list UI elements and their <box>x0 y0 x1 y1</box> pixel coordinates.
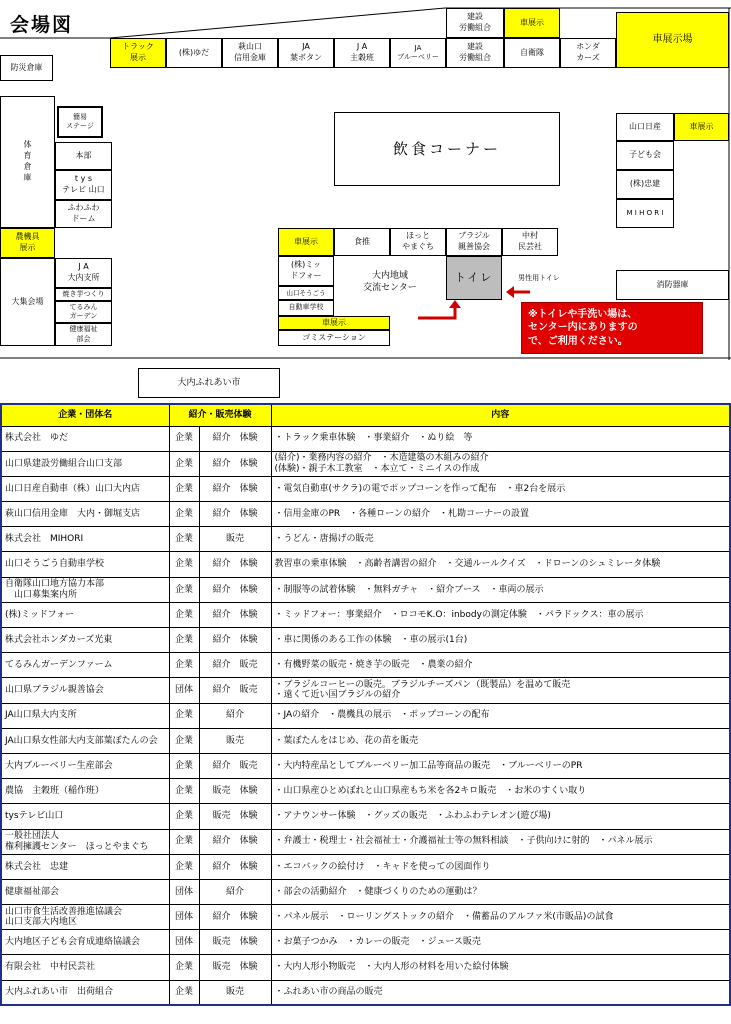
exhibitor-type: 企業 <box>169 980 199 1005</box>
exhibitor-type: 企業 <box>169 955 199 980</box>
ouchi-center: 大内地域 交流センター <box>334 262 446 302</box>
exhibitor-activity: 紹介 販売 <box>199 653 271 678</box>
exhibitor-activity: 紹介 体験 <box>199 829 271 854</box>
table-row <box>1 502 730 527</box>
exhibitor-activity: 紹介 販売 <box>199 678 271 703</box>
exhibitor-type: 団体 <box>169 678 199 703</box>
yamaguchi-nissan: 山口日産 <box>616 113 674 141</box>
exhibitor-type: 企業 <box>169 577 199 602</box>
table-row <box>1 653 730 678</box>
brazil: ブラジル 親善協会 <box>446 228 502 256</box>
chuuken: (株)忠建 <box>616 170 674 199</box>
terumin: てるみん ガーデン <box>55 301 112 323</box>
exhibitor-name: JA山口県女性部大内支部葉ぼたんの会 <box>1 728 169 753</box>
exhibitor-name: tysテレビ山口 <box>1 804 169 829</box>
exhibitor-content: ・弁護士・税理士・社会福祉士・介護福祉士等の無料相談 ・子供向けに射的 ・パネル展示 <box>271 829 730 854</box>
exhibitor-content: 教習車の乗車体験 ・高齢者講習の紹介 ・交通ルールクイズ ・ドローンのシュミレータ体験 <box>271 552 730 577</box>
daishukai: 大集会場 <box>0 258 55 346</box>
shokusui: 食推 <box>334 228 390 256</box>
exhibitor-type: 企業 <box>169 502 199 527</box>
exhibitor-name: 山口日産自動車（株）山口大内店 <box>1 476 169 501</box>
honda: ホンダ カーズ <box>560 38 616 68</box>
exhibitor-type: 企業 <box>169 602 199 627</box>
exhibitor-content: ・アナウンサー体験 ・グッズの販売 ・ふわふわテレオン(遊び場) <box>271 804 730 829</box>
mihori: M I H O R I <box>616 199 674 228</box>
exhibitor-activity: 販売 <box>199 527 271 552</box>
exhibitor-type: 企業 <box>169 804 199 829</box>
table-row <box>1 552 730 577</box>
ja-ouchi: J A 大内支所 <box>55 258 112 288</box>
exhibitor-name: 山口県建設労働組合山口支部 <box>1 451 169 476</box>
exhibitor-name: 山口そうごう自動車学校 <box>1 552 169 577</box>
exhibitor-content: ・制服等の試着体験 ・無料ガチャ ・紹介ブース ・車両の展示 <box>271 577 730 602</box>
exhibitor-type: 企業 <box>169 476 199 501</box>
male-toilet: 男性用トイレ <box>518 274 560 283</box>
honbu: 本部 <box>55 142 112 170</box>
kensetsu-2: 建設 労働組合 <box>446 38 504 68</box>
exhibitor-activity: 紹介 体験 <box>199 628 271 653</box>
exhibitor-content: ・ブラジルコーヒーの販売。ブラジルチーズパン（既製品）を温めて販売 ・遠くて近い国ブラジルの紹介 <box>271 678 730 703</box>
nakamura: 中村 民芸社 <box>502 228 558 256</box>
exhibitor-content: ・葉ぼたんをはじめ、花の苗を販売 <box>271 728 730 753</box>
exhibitor-content: ・車に関係のある工作の体験 ・車の展示(1台) <box>271 628 730 653</box>
exhibitor-type: 団体 <box>169 879 199 904</box>
table-row <box>1 577 730 602</box>
exhibitor-type: 企業 <box>169 728 199 753</box>
exhibitor-name: 健康福祉部会 <box>1 879 169 904</box>
kan-i-stage: 簡易 ステージ <box>57 106 103 138</box>
noukigu-tenji: 農機具 展示 <box>0 228 55 258</box>
exhibitor-type: 企業 <box>169 653 199 678</box>
exhibitor-name: JA山口県大内支所 <box>1 703 169 728</box>
exhibitor-name: 株式会社 MIHORI <box>1 527 169 552</box>
exhibitor-content: ・信用金庫のPR ・各種ローンの紹介 ・札勘コーナーの設置 <box>271 502 730 527</box>
exhibitor-content: ・JAの紹介 ・農機具の展示 ・ポップコーンの配布 <box>271 703 730 728</box>
table-header-row <box>1 404 730 426</box>
exhibitor-content: ・山口県産ひとめぼれと山口県産もち米を各2キロ販売 ・お米のすくい取り <box>271 779 730 804</box>
yakiimo: 焼き芋つくり <box>55 288 112 301</box>
table-row <box>1 779 730 804</box>
exhibitor-activity: 紹介 <box>199 703 271 728</box>
taiiku-souko: 体 育 倉 庫 <box>0 96 55 228</box>
table-row <box>1 426 730 451</box>
exhibitor-content: ・パネル展示 ・ローリングストックの紹介 ・備蓄品のアルファ米(市販品)の試食 <box>271 905 730 930</box>
exhibitor-name: 山口市食生活改善推進協議会 山口支部大内地区 <box>1 905 169 930</box>
exhibitor-content: ・ふれあい市の商品の販売 <box>271 980 730 1005</box>
shouboukiguko: 消防器庫 <box>616 270 729 300</box>
exhibitor-content: ・電気自動車(サクラ)の電でポップコーンを作って配布 ・車2台を展示 <box>271 476 730 501</box>
exhibitor-activity: 紹介 販売 <box>199 753 271 778</box>
kensetsu-top: 建設 労働組合 <box>446 8 504 38</box>
toilet-notice: ※トイレや手洗い場は、 センター内にありますの で、ご利用ください。 <box>521 302 703 354</box>
table-row <box>1 829 730 854</box>
exhibitor-activity: 紹介 <box>199 879 271 904</box>
table-row <box>1 955 730 980</box>
hotto-yamaguchi: ほっと やまぐち <box>390 228 446 256</box>
exhibitor-name: 萩山口信用金庫 大内・御堀支店 <box>1 502 169 527</box>
exhibitor-type: 企業 <box>169 703 199 728</box>
exhibitor-activity: 販売 <box>199 980 271 1005</box>
exhibitor-activity: 紹介 体験 <box>199 426 271 451</box>
exhibitor-content: ・うどん・唐揚げの販売 <box>271 527 730 552</box>
exhibitor-type: 企業 <box>169 451 199 476</box>
table-row <box>1 905 730 930</box>
fureai-ichi: 大内ふれあい市 <box>138 368 280 398</box>
gomi-station: ゴミステーション <box>278 330 390 346</box>
kuruma-mid: 車展示 <box>278 228 334 256</box>
exhibitor-name: 株式会社ホンダカーズ光東 <box>1 628 169 653</box>
exhibitor-content: ・有機野菜の販売・焼き芋の販売 ・農業の紹介 <box>271 653 730 678</box>
header-content: 内容 <box>271 404 730 426</box>
table-row <box>1 980 730 1005</box>
exhibitor-type: 企業 <box>169 552 199 577</box>
exhibitor-activity: 紹介 体験 <box>199 451 271 476</box>
exhibitor-activity: 販売 体験 <box>199 930 271 955</box>
hagiyama: 萩山口 信用金庫 <box>222 38 278 68</box>
exhibitor-type: 企業 <box>169 854 199 879</box>
exhibitor-activity: 紹介 体験 <box>199 577 271 602</box>
exhibitor-content: ・エコバックの絵付け ・キャドを使っての図面作り <box>271 854 730 879</box>
exhibitor-name: てるみんガーデンファーム <box>1 653 169 678</box>
exhibitor-activity: 販売 体験 <box>199 779 271 804</box>
exhibitor-content: (紹介)・業務内容の紹介 ・木造建築の木組みの紹介 (体験)・親子木工教室 ・本立て・ミニイスの作成 <box>271 451 730 476</box>
exhibitor-name: 自衛隊山口地方協力本部 山口募集案内所 <box>1 577 169 602</box>
kodomo-kai: 子ども会 <box>616 141 674 170</box>
ja-blueberry: JA ブルーベリー <box>390 38 446 68</box>
fuwafuwa-dome: ふわふわ ドーム <box>55 200 112 228</box>
table-row <box>1 527 730 552</box>
exhibitor-name: 大内ブルーベリー生産部会 <box>1 753 169 778</box>
exhibitor-activity: 販売 体験 <box>199 804 271 829</box>
exhibitor-content: ・大内人形小物販売 ・大内人形の材料を用いた絵付体験 <box>271 955 730 980</box>
exhibitor-table <box>0 403 731 1006</box>
exhibitor-activity: 販売 体験 <box>199 955 271 980</box>
table-row <box>1 854 730 879</box>
exhibitor-activity: 紹介 体験 <box>199 502 271 527</box>
header-name: 企業・団体名 <box>1 404 169 426</box>
header-activity: 紹介・販売体験 <box>169 404 271 426</box>
table-row <box>1 804 730 829</box>
exhibitor-type: 団体 <box>169 930 199 955</box>
kuruma-right-top: 車展示場 <box>616 12 729 68</box>
ja-botan: JA 葉ボタン <box>278 38 334 68</box>
table-row <box>1 476 730 501</box>
toilet: トイレ <box>446 256 502 300</box>
exhibitor-activity: 紹介 体験 <box>199 905 271 930</box>
exhibitor-activity: 紹介 体験 <box>199 552 271 577</box>
exhibitor-type: 企業 <box>169 753 199 778</box>
exhibitor-name: 一般社団法人 権利擁護センター ほっとやまぐち <box>1 829 169 854</box>
midfore: (株)ミッ ドフォー <box>278 256 334 286</box>
kuruma-bottom: 車展示 <box>278 316 390 330</box>
exhibitor-type: 企業 <box>169 779 199 804</box>
jidousha-gakkou: 自動車学校 <box>278 300 334 316</box>
exhibitor-content: ・部会の活動紹介 ・健康づくりのための運動は？ <box>271 879 730 904</box>
exhibitor-name: (株)ミッドフォー <box>1 602 169 627</box>
jieitai: 自衛隊 <box>504 38 560 68</box>
exhibitor-activity: 販売 <box>199 728 271 753</box>
exhibitor-activity: 紹介 体験 <box>199 854 271 879</box>
exhibitor-name: 大内地区子ども会育成連絡協議会 <box>1 930 169 955</box>
table-row <box>1 930 730 955</box>
exhibitor-type: 企業 <box>169 426 199 451</box>
table-row <box>1 753 730 778</box>
table-row <box>1 628 730 653</box>
exhibitor-content: ・お菓子つかみ ・カレーの販売 ・ジュース販売 <box>271 930 730 955</box>
bosai-souko: 防災倉庫 <box>0 55 53 81</box>
exhibitor-activity: 紹介 体験 <box>199 602 271 627</box>
exhibitor-name: 大内ふれあい市 出荷組合 <box>1 980 169 1005</box>
table-row <box>1 728 730 753</box>
exhibitor-type: 団体 <box>169 905 199 930</box>
exhibitor-type: 企業 <box>169 628 199 653</box>
exhibitor-name: 株式会社 忠建 <box>1 854 169 879</box>
table-row <box>1 602 730 627</box>
exhibitor-content: ・トラック乗車体験 ・事業紹介 ・ぬり絵 等 <box>271 426 730 451</box>
page-title: 会場図 <box>10 14 74 36</box>
exhibitor-content: ・ミッドフォー：事業紹介 ・ロコモK.O：inbodyの測定体験 ・パラドックス：車の展示 <box>271 602 730 627</box>
tys-terebi: t y s テレビ 山口 <box>55 170 112 200</box>
kenkou-fukushi: 健康福祉 部会 <box>55 323 112 346</box>
inshoku-corner: 飲食コーナー <box>334 112 560 186</box>
table-row <box>1 678 730 703</box>
table-row <box>1 879 730 904</box>
venue-map <box>0 0 731 362</box>
exhibitor-name: 山口県ブラジル親善協会 <box>1 678 169 703</box>
kuruma-nissan: 車展示 <box>674 113 729 141</box>
exhibitor-type: 企業 <box>169 527 199 552</box>
yuda: (株)ゆだ <box>166 38 222 68</box>
exhibitor-type: 企業 <box>169 829 199 854</box>
exhibitor-activity: 紹介 体験 <box>199 476 271 501</box>
table-row <box>1 703 730 728</box>
exhibitor-content: ・大内特産品としてブルーベリー加工品等商品の販売 ・ブルーベリーのPR <box>271 753 730 778</box>
exhibitor-name: 有限会社 中村民芸社 <box>1 955 169 980</box>
table-row <box>1 451 730 476</box>
kuruma-top: 車展示 <box>504 8 560 38</box>
exhibitor-name: 株式会社 ゆだ <box>1 426 169 451</box>
truck-tenji: トラック 展示 <box>110 38 166 68</box>
ja-shukokuhan: J A 主穀班 <box>334 38 390 68</box>
yamaguchi-sougou: 山口そうごう <box>278 286 334 300</box>
exhibitor-name: 農協 主穀班（稲作班） <box>1 779 169 804</box>
